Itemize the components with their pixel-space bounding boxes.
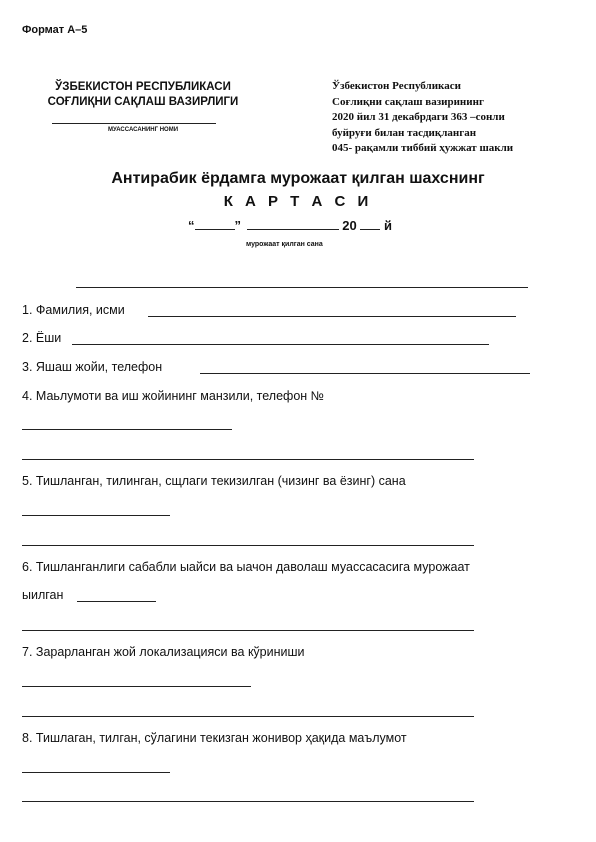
- animal-info-field-2[interactable]: [22, 801, 474, 802]
- education-work-field-1[interactable]: [22, 429, 232, 430]
- approval-block: [332, 79, 513, 157]
- treatment-facility-field-1[interactable]: [77, 601, 156, 602]
- document-subtitle: К А Р Т А С И: [223, 193, 373, 210]
- format-label: Формат А–5: [22, 24, 88, 36]
- date-caption: мурожаат қилган сана: [246, 241, 323, 248]
- institution-name-caption: МУАССАСАНИНГ НОМИ: [107, 127, 179, 133]
- item-surname-name-label: 1. Фамилия, исми: [22, 303, 125, 317]
- item-address-phone-label: 3. Яшаш жойи, телефон: [22, 360, 163, 374]
- approval-line4: буйруғи билан тасдиқланган: [332, 126, 477, 139]
- approval-line2: Соғлиқни сақлаш вазирининг: [332, 95, 484, 108]
- month-blank[interactable]: [247, 218, 339, 230]
- day-blank[interactable]: [195, 218, 235, 230]
- item-wound-location-label: 7. Зарарланган жой локализацияси ва кўриниши: [22, 645, 305, 659]
- org-left-block: [28, 80, 258, 110]
- item-treatment-facility-label-cont: ыилган: [22, 588, 64, 602]
- approval-line1: Ўзбекистон Республикаси: [332, 80, 461, 92]
- wound-location-field-2[interactable]: [22, 716, 474, 717]
- wound-location-field-1[interactable]: [22, 686, 251, 687]
- item-treatment-facility-label: 6. Тишланганлиги сабабли ыайси ва ыачон даволаш муассасасига мурожаат: [22, 560, 470, 574]
- item-age-label: 2. Ёши: [22, 331, 62, 345]
- document-title: Антирабик ёрдамга мурожаат қилган шахснинг: [111, 170, 485, 187]
- approval-line3: 2020 йил 31 декабрдаги 363 –сонли: [332, 111, 505, 123]
- age-field[interactable]: [72, 344, 489, 345]
- org-left-line1: ЎЗБЕКИСТОН РЕСПУБЛИКАСИ: [55, 81, 231, 93]
- date-line: [188, 218, 392, 233]
- top-blank-line[interactable]: [76, 287, 528, 288]
- address-phone-field[interactable]: [200, 373, 530, 374]
- treatment-facility-field-2[interactable]: [22, 630, 474, 631]
- year-blank[interactable]: [360, 218, 380, 230]
- date-open-quote: “: [188, 218, 195, 233]
- year-prefix: 20: [342, 218, 357, 233]
- year-suffix: й: [383, 218, 392, 233]
- bite-date-field-2[interactable]: [22, 545, 474, 546]
- item-bite-date-label: 5. Тишланган, тилинган, сщлаги текизилган (чизинг ва ёзинг) сана: [22, 474, 406, 488]
- item-animal-info-label: 8. Тишлаган, тилган, сўлагини текизган жонивор ҳақида маълумот: [22, 731, 407, 745]
- education-work-field-2[interactable]: [22, 459, 474, 460]
- org-left-line2: СОҒЛИҚНИ САҚЛАШ ВАЗИРЛИГИ: [47, 96, 239, 108]
- approval-line5: 045- рақамли тиббий ҳужжат шакли: [332, 142, 514, 154]
- surname-name-field[interactable]: [148, 316, 516, 317]
- date-close-quote: ”: [234, 218, 241, 233]
- item-education-work-label: 4. Маьлумоти ва иш жойининг манзили, телефон №: [22, 389, 325, 403]
- institution-name-line: [52, 123, 216, 124]
- animal-info-field-1[interactable]: [22, 772, 170, 773]
- bite-date-field-1[interactable]: [22, 515, 170, 516]
